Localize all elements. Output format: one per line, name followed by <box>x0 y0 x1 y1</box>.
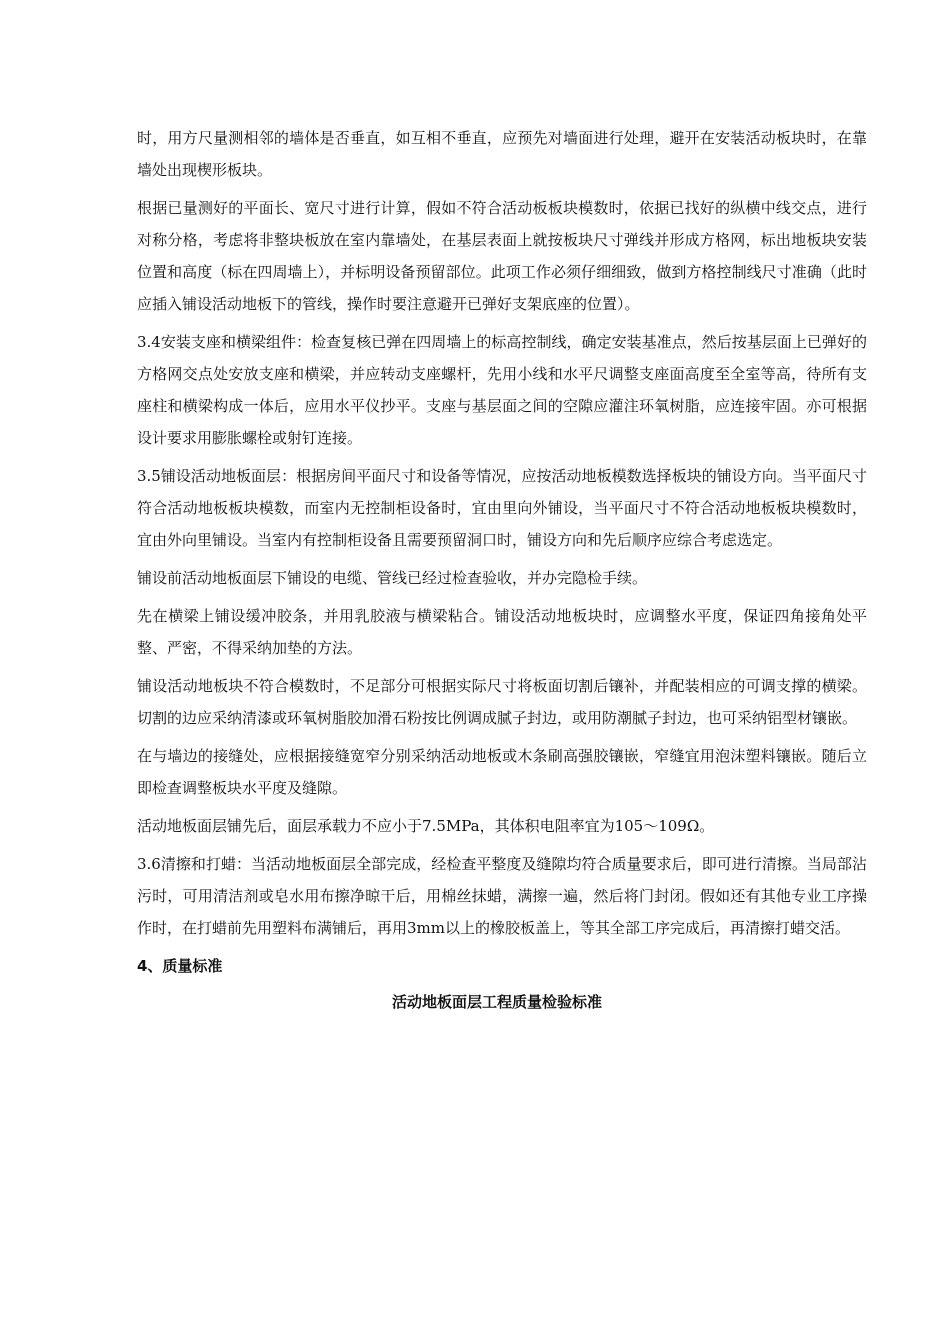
paragraph-wall-check: 时，用方尺量测相邻的墙体是否垂直，如互相不垂直，应预先对墙面进行处理，避开在安装活动板块时，在靠墙处出现楔形板块。 <box>137 129 867 179</box>
paragraph-cutting: 铺设活动地板块不符合模数时，不足部分可根据实际尺寸将板面切割后镶补，并配装相应的可调支撑的横梁。切割的边应采纳清漆或环氧树脂胶加滑石粉按比例调成腻子封边，或用防潮腻子封边，也可采纳铝型材镶嵌。 <box>137 677 867 727</box>
paragraph-3-4-supports: 3.4安装支座和横梁组件：检查复核已弹在四周墙上的标高控制线，确定安装基准点，然后按基层面上已弹好的方格网交点处安放支座和横梁，并应转动支座螺杆，先用小线和水平尺调整支座面高度至全室等高，待所有支座柱和横梁构成一体后，应用水平仪抄平。支座与基层面之间的空隙应灌注环氧树脂，应连接牢固。亦可根据设计要求用膨胀螺栓或射钉连接。 <box>137 333 867 447</box>
paragraph-3-5-laying: 3.5铺设活动地板面层：根据房间平面尺寸和设备等情况，应按活动地板模数选择板块的铺设方向。当平面尺寸符合活动地板板块模数，而室内无控制柜设备时，宜由里向外铺设，当平面尺寸不符合活动地板板块模数时，宜由外向里铺设。当室内有控制柜设备且需要预留洞口时，铺设方向和先后顺序应综合考虑选定。 <box>137 467 867 549</box>
paragraph-grid-layout: 根据已量测好的平面长、宽尺寸进行计算，假如不符合活动板板块模数时，依据已找好的纵横中线交点，进行对称分格，考虑将非整块板放在室内靠墙处，在基层表面上就按板块尺寸弹线并形成方格网，标出地板块安装位置和高度（标在四周墙上），并标明设备预留部位。此项工作必须仔细细致，做到方格控制线尺寸准确（此时应插入铺设活动地板下的管线，操作时要注意避开已弹好支架底座的位置）。 <box>137 199 867 313</box>
table-title: 活动地板面层工程质量检验标准 <box>391 993 602 1011</box>
paragraph-load-capacity: 活动地板面层铺先后，面层承载力不应小于7.5MPa，其体积电阻率宜为105～109Ω。 <box>137 817 715 835</box>
paragraph-3-6-cleaning: 3.6清擦和打蜡：当活动地板面层全部完成，经检查平整度及缝隙均符合质量要求后，即可进行清擦。当局部沾污时，可用清洁剂或皂水用布擦净晾干后，用棉丝抹蜡，满擦一遍，然后将门封闭。假如还有其他专业工序操作时，在打蜡前先用塑料布满铺后，再用3mm以上的橡胶板盖上，等其全部工序完成后，再清擦打蜡交活。 <box>137 855 867 937</box>
document-body <box>137 122 867 1018</box>
section-heading-quality: 4、质量标准 <box>137 957 223 975</box>
paragraph-wall-joints: 在与墙边的接缝处，应根据接缝宽窄分别采纳活动地板或木条刷高强胶镶嵌，窄缝宜用泡沫塑料镶嵌。随后立即检查调整板块水平度及缝隙。 <box>137 747 867 797</box>
paragraph-cable-inspection: 铺设前活动地板面层下铺设的电缆、管线已经过检查验收，并办完隐检手续。 <box>137 569 648 587</box>
paragraph-buffer-strip: 先在横梁上铺设缓冲胶条，并用乳胶液与横梁粘合。铺设活动地板块时，应调整水平度，保证四角接角处平整、严密，不得采纳加垫的方法。 <box>137 607 867 657</box>
